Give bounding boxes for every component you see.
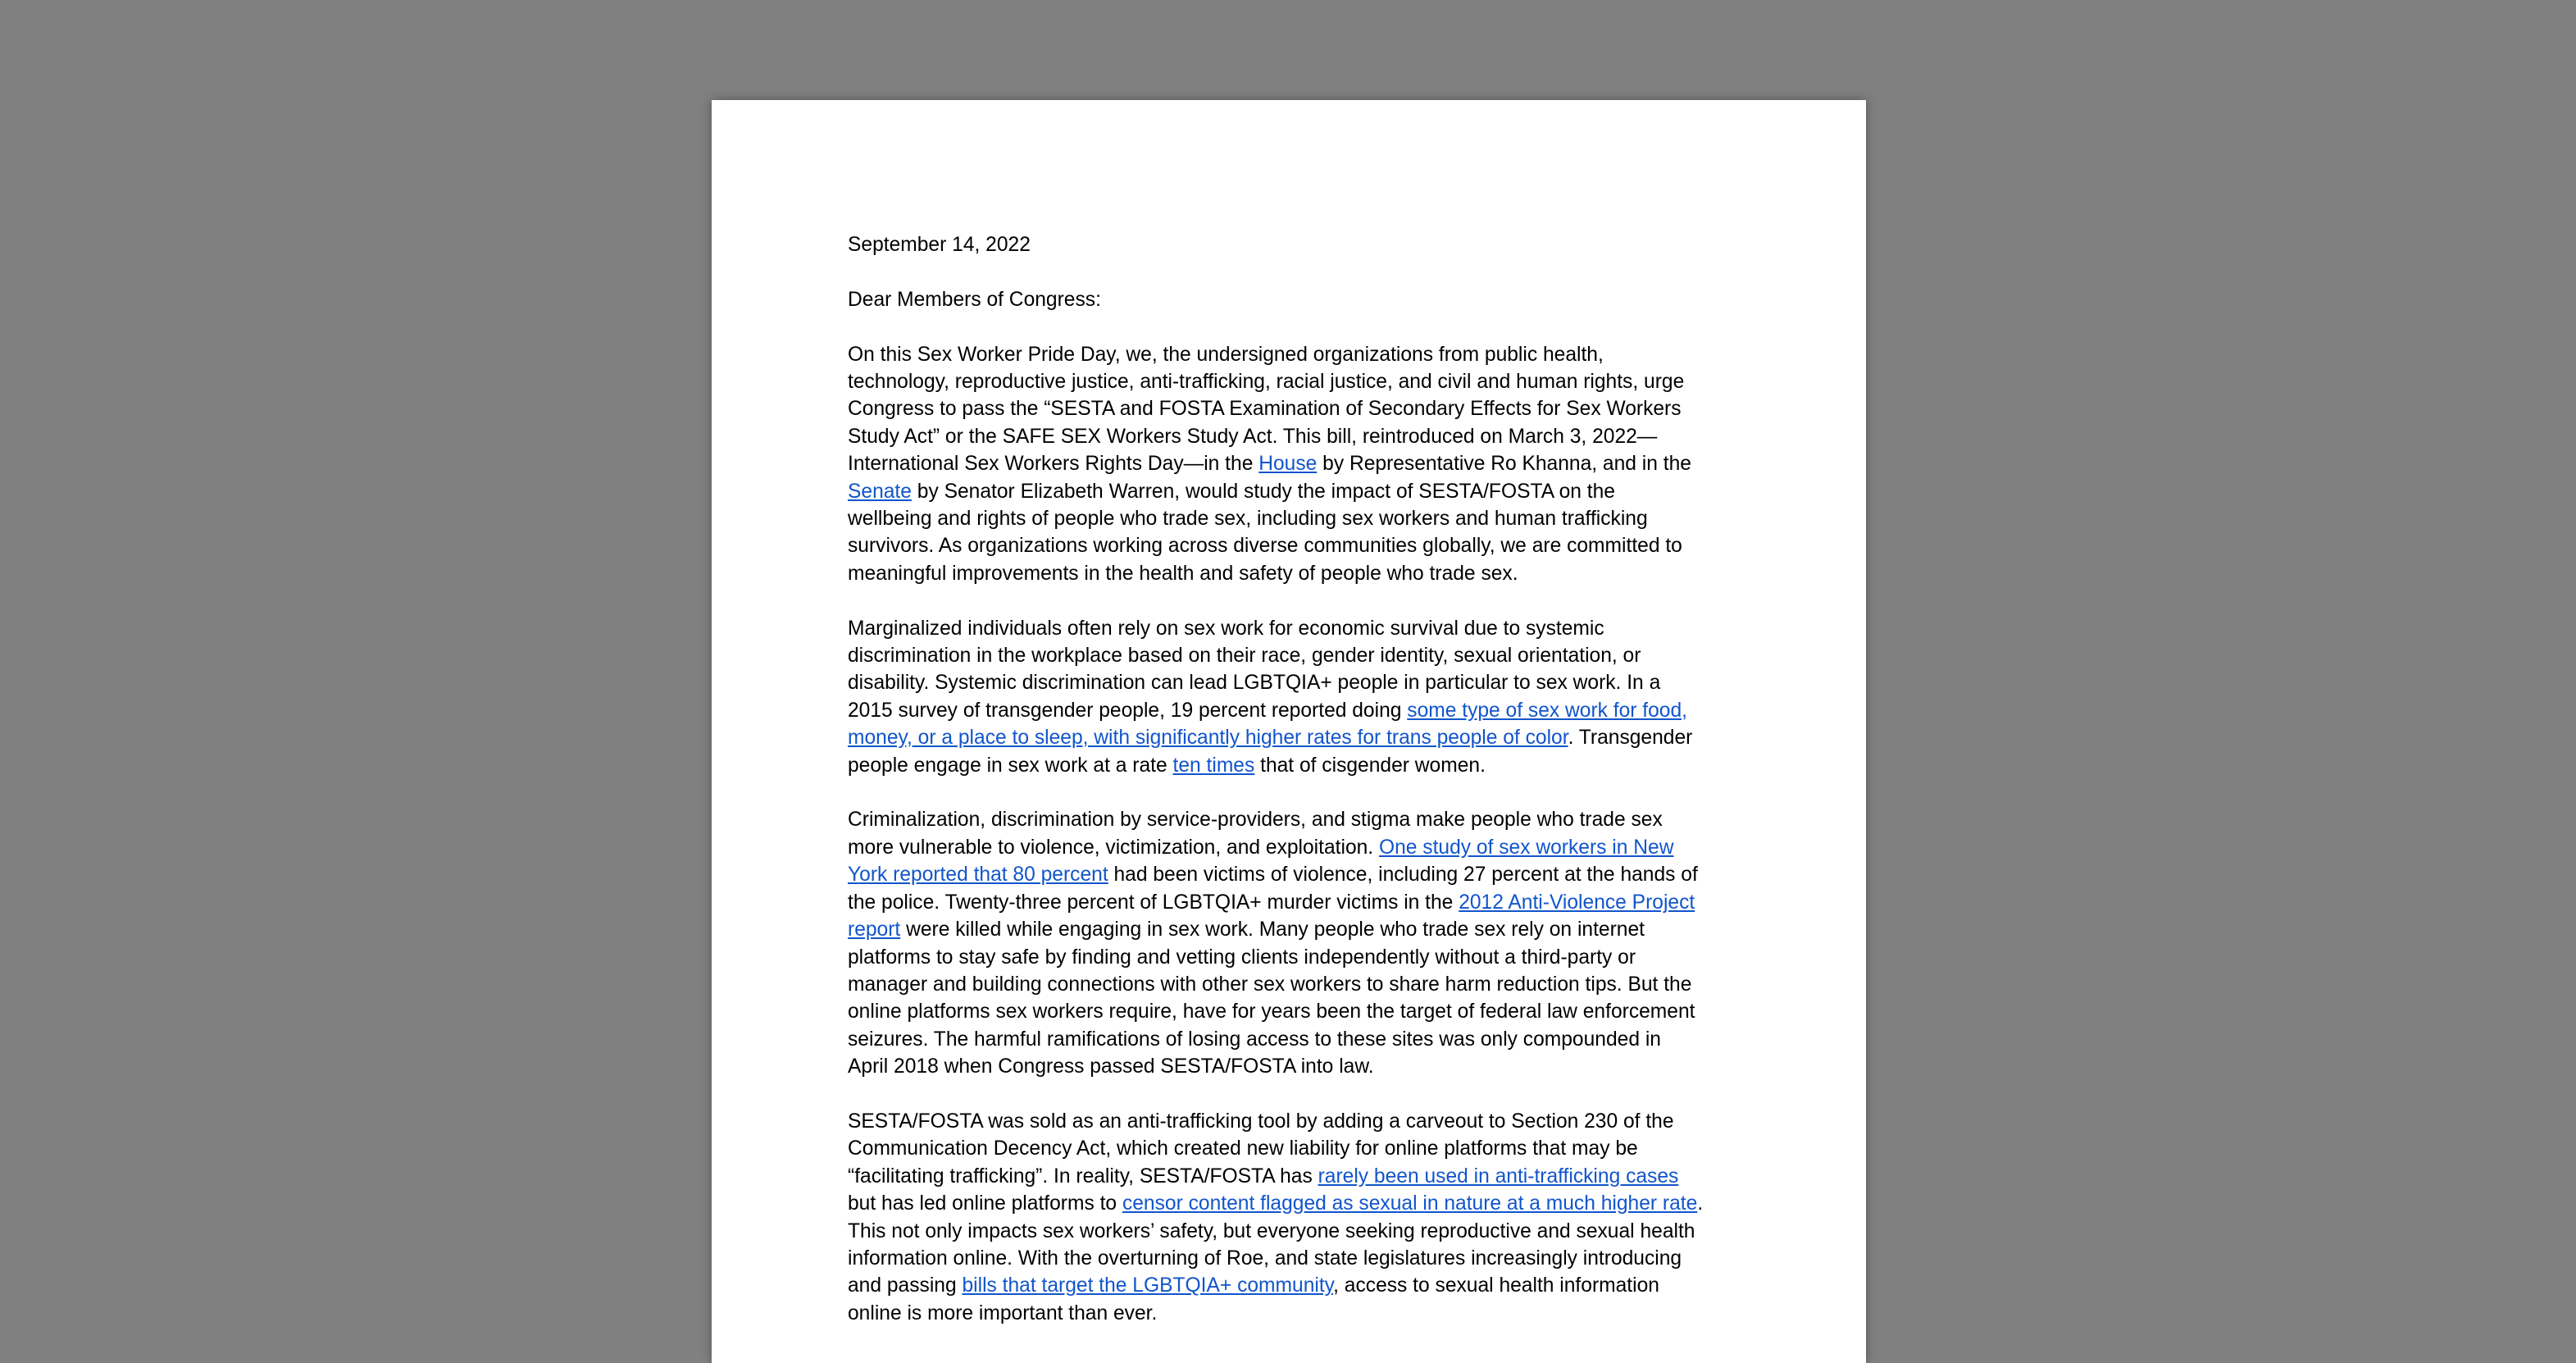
text-line: information online. With the overturning of Roe, and state legislatures increasingly introducing <box>848 1247 1682 1270</box>
text-line: Study Act” or the SAFE SEX Workers Study Act. This bill, reintroduced on March 3, 2022— <box>848 425 1658 448</box>
text-line <box>848 450 1741 477</box>
text-line <box>848 1272 1741 1299</box>
text-line: This not only impacts sex workers’ safety, but everyone seeking reproductive and sexual health <box>848 1219 1695 1242</box>
text-segment: by Representative Ro Khanna, and in the <box>1317 453 1691 476</box>
text-segment: International Sex Workers Rights Day—in the <box>848 453 1259 476</box>
text-segment: that of cisgender women. <box>1254 754 1486 777</box>
document-page <box>712 100 1866 1363</box>
lgbtqia-bills-link[interactable]: bills that target the LGBTQIA+ community <box>962 1274 1334 1297</box>
text-segment: “facilitating trafficking”. In reality, SESTA/FOSTA has <box>848 1165 1318 1187</box>
text-line <box>848 1190 1741 1217</box>
paragraph-4 <box>848 1108 1741 1327</box>
text-line: wellbeing and rights of people who trade sex, including sex workers and human trafficking <box>848 508 1648 531</box>
text-line <box>848 889 1741 916</box>
text-line: technology, reproductive justice, anti-trafficking, racial justice, and civil and human rights, urge <box>848 371 1685 393</box>
censor-content-link[interactable]: censor content flagged as sexual in nature at a much higher rate <box>1122 1192 1698 1215</box>
text-line: Communication Decency Act, which created new liability for online platforms that may be <box>848 1137 1638 1160</box>
anti-trafficking-cases-link[interactable]: rarely been used in anti-trafficking cases <box>1318 1165 1679 1187</box>
text-segment: were killed while engaging in sex work. Many people who trade sex rely on internet <box>900 919 1645 941</box>
anti-violence-report-link-continued[interactable]: report <box>848 919 901 941</box>
ten-times-link[interactable]: ten times <box>1172 754 1255 777</box>
sex-work-survey-link-continued[interactable]: money, or a place to sleep, with significantly higher rates for trans people of color <box>848 727 1568 750</box>
text-line: platforms to stay safe by finding and vetting clients independently without a third-party or <box>848 946 1636 969</box>
sex-work-survey-link[interactable]: some type of sex work for food, <box>1407 699 1687 722</box>
salutation: Dear Members of Congress: <box>848 288 1101 311</box>
text-segment: , access to sexual health information <box>1333 1274 1659 1297</box>
text-line: April 2018 when Congress passed SESTA/FOSTA into law. <box>848 1055 1374 1078</box>
anti-violence-report-link[interactable]: 2012 Anti-Violence Project <box>1459 891 1695 914</box>
text-line: online is more important than ever. <box>848 1301 1158 1324</box>
text-line <box>848 834 1741 861</box>
text-line <box>848 861 1741 888</box>
new-york-study-link[interactable]: One study of sex workers in New <box>1378 836 1674 859</box>
text-segment: but has led online platforms to <box>848 1192 1122 1215</box>
text-line: disability. Systemic discrimination can lead LGBTQIA+ people in particular to sex work. In a <box>848 672 1661 695</box>
text-line: meaningful improvements in the health and safety of people who trade sex. <box>848 562 1518 585</box>
text-line: Criminalization, discrimination by service-providers, and stigma make people who trade sex <box>848 809 1663 832</box>
text-line <box>848 724 1741 751</box>
text-segment: by Senator Elizabeth Warren, would study the impact of SESTA/FOSTA on the <box>911 480 1615 503</box>
text-line: survivors. As organizations working across diverse communities globally, we are committed to <box>848 535 1682 558</box>
letter-date: September 14, 2022 <box>848 234 1031 256</box>
text-line <box>848 697 1741 724</box>
text-segment: . <box>1697 1192 1704 1215</box>
paragraph-3 <box>848 806 1741 1080</box>
letter-body <box>848 231 1741 1355</box>
text-segment: more vulnerable to violence, victimization, and exploitation. <box>848 836 1379 859</box>
text-line: Marginalized individuals often rely on sex work for economic survival due to systemic <box>848 617 1604 640</box>
paragraph-2 <box>848 615 1741 779</box>
text-line: seizures. The harmful ramifications of losing access to these sites was only compounded in <box>848 1028 1661 1051</box>
text-line: discrimination in the workplace based on their race, gender identity, sexual orientation, or <box>848 645 1641 668</box>
senate-link[interactable]: Senate <box>848 480 912 503</box>
text-line: online platforms sex workers require, have for years been the target of federal law enforcement <box>848 1001 1695 1023</box>
text-segment: the police. Twenty-three percent of LGBTQIA+ murder victims in the <box>848 891 1459 914</box>
text-segment: had been victims of violence, including 27 percent at the hands of <box>1108 864 1698 887</box>
text-segment: people engage in sex work at a rate <box>848 754 1173 777</box>
text-line <box>848 1163 1741 1190</box>
text-segment: and passing <box>848 1274 963 1297</box>
house-link[interactable]: House <box>1258 453 1318 476</box>
paragraph-1 <box>848 341 1741 588</box>
text-segment: 2015 survey of transgender people, 19 percent reported doing <box>848 699 1408 722</box>
text-line <box>848 478 1741 505</box>
text-line: manager and building connections with other sex workers to share harm reduction tips. But the <box>848 973 1692 996</box>
text-line: SESTA/FOSTA was sold as an anti-trafficking tool by adding a carveout to Section 230 of the <box>848 1110 1674 1133</box>
text-line <box>848 752 1741 779</box>
text-line: Congress to pass the “SESTA and FOSTA Examination of Secondary Effects for Sex Workers <box>848 398 1682 421</box>
text-segment: . Transgender <box>1568 727 1693 750</box>
new-york-study-link-continued[interactable]: York reported that 80 percent <box>848 864 1108 887</box>
text-line <box>848 916 1741 943</box>
text-line: On this Sex Worker Pride Day, we, the undersigned organizations from public health, <box>848 343 1604 366</box>
